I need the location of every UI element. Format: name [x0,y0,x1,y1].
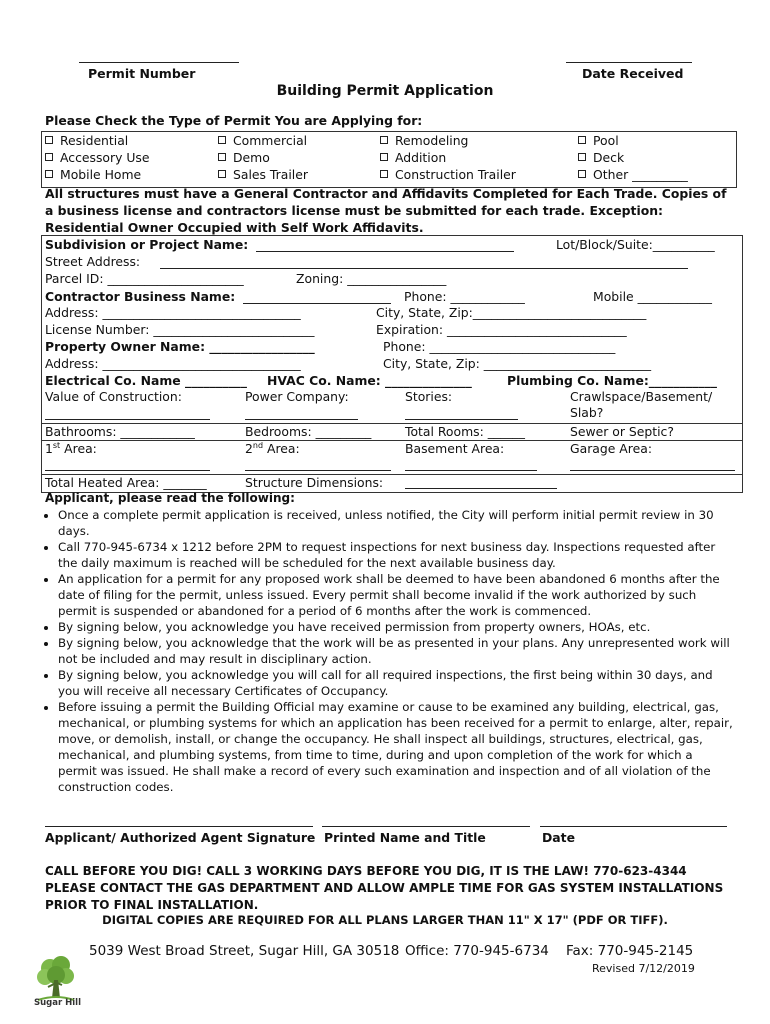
printed-name-label: Printed Name and Title [324,830,486,845]
first-area-label: 1st Area: [45,441,97,457]
contractor-name-field[interactable] [243,303,391,304]
revised-date: Revised 7/12/2019 [592,962,695,975]
plumbing-co-field[interactable]: Plumbing Co. Name:___________ [507,373,717,388]
contractor-name-label: Contractor Business Name: [45,289,236,304]
permit-type-label: Addition [395,150,447,165]
subdivision-field[interactable] [256,251,514,252]
first-area-field[interactable] [45,470,210,471]
checkbox[interactable] [380,170,388,178]
second-area-label: 2nd Area: [245,441,300,457]
applicant-note-item: • By signing below, you acknowledge you will call for all required inspections, the first being within 30 days, and you will receive all necessary Certificates of Occupancy. [58,667,735,699]
bathrooms-field[interactable]: Bathrooms: ____________ [45,424,195,439]
permit-type-option[interactable] [578,133,619,148]
permit-type-label: Construction Trailer [395,167,516,182]
checkbox[interactable] [578,170,586,178]
garage-area-label: Garage Area: [570,441,652,456]
date-received-line[interactable] [566,62,692,63]
permit-type-label: Pool [593,133,619,148]
basement-area-label: Basement Area: [405,441,505,456]
value-of-construction-label: Value of Construction: [45,389,182,404]
applicant-note-item: • Once a complete permit application is received, unless notified, the City will perform initial permit review in 30 days. [58,507,735,539]
checkbox[interactable] [218,153,226,161]
permit-type-label: Mobile Home [60,167,142,182]
permit-number-label: Permit Number [88,66,196,81]
total-rooms-field[interactable]: Total Rooms: ______ [405,424,525,439]
power-company-field[interactable] [245,419,358,420]
second-area-field[interactable] [245,470,391,471]
gas-department-notice: PLEASE CONTACT THE GAS DEPARTMENT AND ALLOW AMPLE TIME FOR GAS SYSTEM INSTALLATIONS PRIOR TO FINAL INSTALLATION. [45,881,724,912]
permit-number-line[interactable] [79,62,239,63]
permit-type-label: Deck [593,150,625,165]
checkbox[interactable] [380,153,388,161]
printed-name-line[interactable] [322,826,530,827]
permit-type-label: Other _________ [593,167,688,182]
checkbox[interactable] [218,136,226,144]
license-number-field[interactable]: License Number: __________________________ [45,322,315,337]
page-title: Building Permit Application [276,83,494,99]
structure-dimensions-label: Structure Dimensions: [245,475,384,490]
applicant-note-item: • Before issuing a permit the Building Official may examine or cause to be examined any building, electrical, gas, mechanical, or plumbing systems for which an application has been received for a permit to enlarge, alter, repair, move, or demolish, install, or change the occupancy. He shall inspect all buildings, structures, electrical, gas, mechanical, and plumbing systems, from time to time, during and upon completion of the work for which a permit was issued. He shall make a record of every such examination and inspection and of all violation of the construction codes. [58,699,735,795]
sugar-hill-logo [34,954,81,1014]
contractor-address-field[interactable]: Address: ________________________________ [45,305,301,320]
applicant-heading: Applicant, please read the following: [45,491,295,505]
value-of-construction-field[interactable] [45,419,210,420]
owner-city-state-zip-field[interactable]: City, State, Zip: ___________________________ [383,356,652,371]
owner-phone-field[interactable]: Phone: ______________________________ [383,339,616,354]
footer-address: 5039 West Broad Street, Sugar Hill, GA 30518 [89,943,400,959]
owner-address-field[interactable]: Address: ________________________________ [45,356,301,371]
power-company-label: Power Company: [245,389,349,404]
total-heated-area-field[interactable]: Total Heated Area: _______ [45,475,207,490]
checkbox[interactable] [218,170,226,178]
contractor-mobile-field[interactable]: Mobile ____________ [593,289,712,304]
garage-area-field[interactable] [570,470,735,471]
contractor-phone-field[interactable]: Phone: ____________ [404,289,525,304]
contractor-city-state-zip-field[interactable]: City, State, Zip:____________________________ [376,305,647,320]
applicant-note-item: • An application for a permit for any proposed work shall be deemed to have been abandoned 6 months after the date of filing for the permit, unless issued. Every permit shall become invalid if the work authorized by such permit is suspended or abandoned for a period of 6 months after the work is commenced. [58,571,735,619]
checkbox[interactable] [380,136,388,144]
permit-type-option[interactable] [218,167,308,182]
permit-type-label: Remodeling [395,133,469,148]
permit-type-label: Demo [233,150,270,165]
property-owner-field[interactable]: Property Owner Name: _________________ [45,339,315,354]
footer-office: Office: 770-945-6734 [405,943,549,959]
expiration-field[interactable]: Expiration: _____________________________ [376,322,627,337]
permit-type-option[interactable] [578,150,624,165]
permit-type-option[interactable] [578,167,688,182]
permit-type-option[interactable] [218,133,307,148]
street-address-label: Street Address: [45,254,141,269]
checkbox[interactable] [45,170,53,178]
applicant-note-item: • By signing below, you acknowledge you have received permission from property owners, HOAs, etc. [58,619,735,635]
permit-type-option[interactable] [45,150,150,165]
permit-type-label: Commercial [233,133,308,148]
stories-field[interactable] [405,419,518,420]
parcel-id-field[interactable]: Parcel ID: ______________________ [45,271,244,286]
permit-type-option[interactable] [45,133,128,148]
checkbox[interactable] [45,153,53,161]
electrical-co-field[interactable]: Electrical Co. Name __________ [45,373,247,388]
basement-area-field[interactable] [405,470,537,471]
checkbox[interactable] [578,136,586,144]
signature-line[interactable] [45,826,313,827]
street-address-field[interactable] [160,268,688,269]
logo-text: Sugar Hill [34,998,81,1008]
call-before-dig-notice: CALL BEFORE YOU DIG! CALL 3 WORKING DAYS BEFORE YOU DIG, IT IS THE LAW! 770-623-4344 [45,864,687,878]
footer-fax: Fax: 770-945-2145 [566,943,694,959]
applicant-notes [45,507,735,795]
permit-type-option[interactable] [380,133,468,148]
date-label: Date [542,830,575,845]
checkbox[interactable] [578,153,586,161]
lot-block-field[interactable]: Lot/Block/Suite:__________ [556,237,715,252]
permit-type-option[interactable] [45,167,141,182]
structure-dimensions-field[interactable] [405,488,557,489]
applicant-note-item: • Call 770-945-6734 x 1212 before 2PM to request inspections for next business day. Inspections requested after the daily maximum is reached will be scheduled for the next available business day. [58,539,735,571]
digital-copies-notice: DIGITAL COPIES ARE REQUIRED FOR ALL PLANS LARGER THAN 11" X 17" (PDF OR TIFF). [102,913,668,927]
notice-text: All structures must have a General Contractor and Affidavits Completed for Each Trade. Copies of a business license and contractors license must be submitted for each trade. Exception: Residential Owner Occupied with Self Work Affidavits. [45,186,727,235]
hvac-co-field[interactable]: HVAC Co. Name: ______________ [267,373,472,388]
permit-type-label: Sales Trailer [233,167,308,182]
sewer-septic-label: Sewer or Septic? [570,424,674,439]
permit-type-option[interactable] [380,167,516,182]
permit-type-label: Residential [60,133,129,148]
stories-label: Stories: [405,389,453,404]
slab-label: Slab? [570,405,604,420]
zoning-field[interactable]: Zoning: ________________ [296,271,447,286]
permit-type-option[interactable] [380,150,446,165]
subdivision-label: Subdivision or Project Name: [45,237,249,252]
date-received-label: Date Received [582,66,684,81]
permit-type-prompt: Please Check the Type of Permit You are Applying for: [45,113,423,128]
crawlspace-label: Crawlspace/Basement/ [570,389,713,404]
permit-type-label: Accessory Use [60,150,150,165]
applicant-note-item: • By signing below, you acknowledge that the work will be as presented in your plans. Any unrepresented work will not be included and may result in disciplinary action. [58,635,735,667]
signature-label: Applicant/ Authorized Agent Signature [45,830,316,845]
bedrooms-field[interactable]: Bedrooms: _________ [245,424,372,439]
checkbox[interactable] [45,136,53,144]
date-line[interactable] [540,826,727,827]
permit-type-option[interactable] [218,150,270,165]
